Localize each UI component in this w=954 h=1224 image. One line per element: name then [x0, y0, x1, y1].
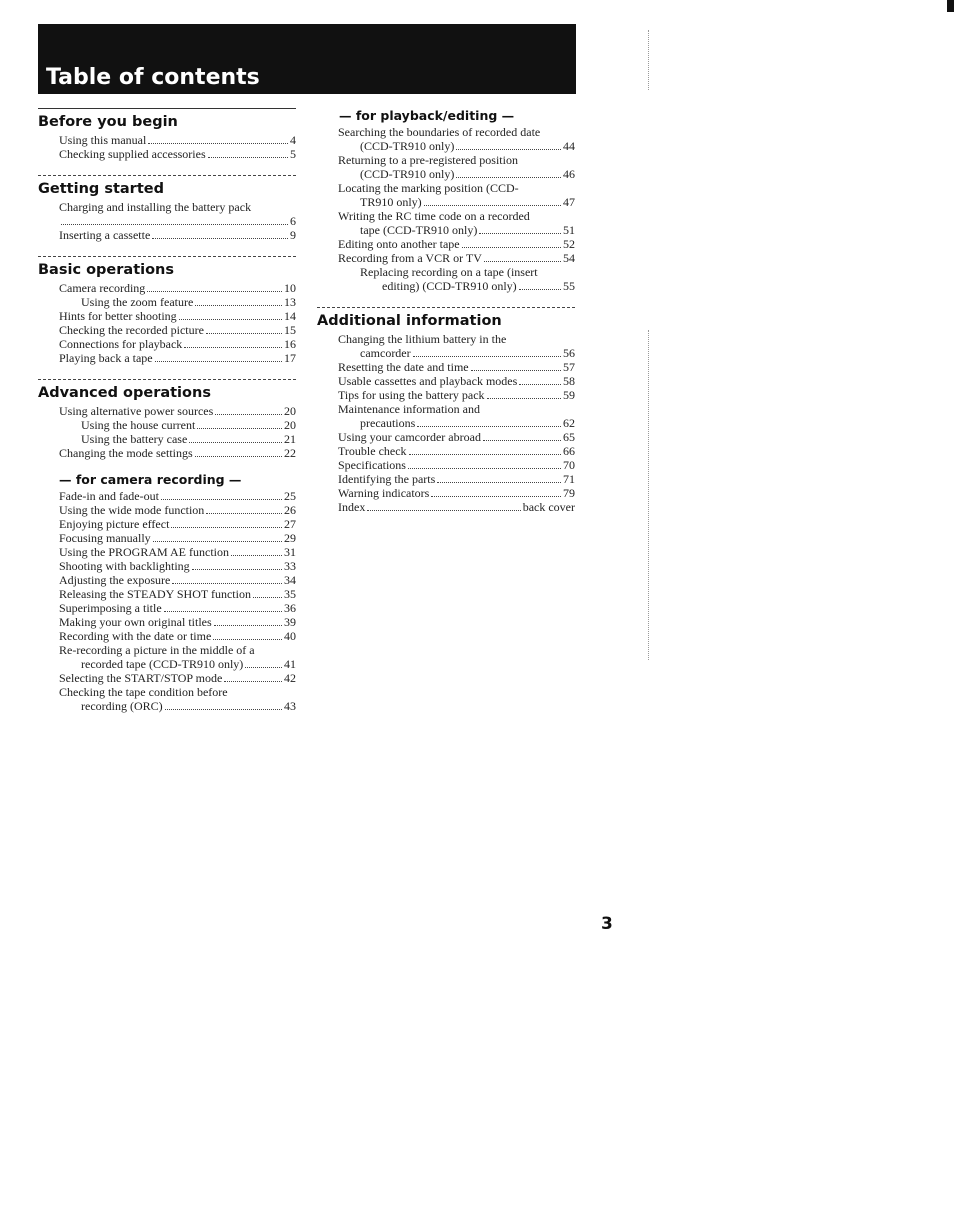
entry-title: Changing the lithium battery in the: [338, 332, 507, 346]
toc-entry[interactable]: [38, 531, 296, 545]
dot-leader: [195, 456, 282, 457]
entry-page: 35: [284, 587, 296, 601]
dot-leader: [408, 468, 561, 469]
toc-entry[interactable]: [38, 295, 296, 309]
dot-leader: [367, 510, 520, 511]
entry-title: Usable cassettes and playback modes: [338, 374, 518, 388]
entry-title: Enjoying picture effect: [59, 517, 170, 531]
entry-title: Index: [338, 500, 366, 514]
section-playback-editing: [317, 108, 575, 293]
section-heading: Additional information: [317, 313, 502, 329]
entry-title: Focusing manually: [59, 531, 151, 545]
entry-page: 36: [284, 601, 296, 615]
entry-title: Charging and installing the battery pack: [59, 200, 252, 214]
entry-title: Resetting the date and time: [338, 360, 469, 374]
entry-page: 46: [563, 167, 575, 181]
entry-title: Connections for playback: [59, 337, 183, 351]
subsection-heading: — for camera recording —: [59, 472, 242, 487]
entry-title: Checking supplied accessories: [59, 147, 206, 161]
entry-page: 40: [284, 629, 296, 643]
toc-entry[interactable]: [38, 629, 296, 643]
section-heading: Advanced operations: [38, 385, 211, 401]
page-edge-mark: [947, 0, 954, 12]
entry-title: Trouble check: [338, 444, 407, 458]
section-before-you-begin: [38, 108, 296, 161]
entry-title: Changing the mode settings: [59, 446, 193, 460]
entry-title-cont: recording (ORC): [81, 699, 163, 713]
dot-leader: [431, 496, 561, 497]
toc-entry[interactable]: [38, 503, 296, 517]
entry-page: 42: [284, 671, 296, 685]
toc-entry[interactable]: [38, 446, 296, 460]
entry-page: 55: [563, 279, 575, 293]
toc-entry[interactable]: [38, 601, 296, 615]
subsection-heading: — for playback/editing —: [339, 108, 515, 123]
entry-page: 52: [563, 237, 575, 251]
entry-page: 58: [563, 374, 575, 388]
entry-title: Re-recording a picture in the middle of a: [59, 643, 255, 657]
entry-page: 31: [284, 545, 296, 559]
toc-entry[interactable]: [38, 559, 296, 573]
entry-page: 17: [284, 351, 296, 365]
toc-entry[interactable]: [317, 402, 575, 430]
entry-title: Tips for using the battery pack: [338, 388, 485, 402]
entry-title-cont: camcorder: [360, 346, 411, 360]
entry-page: 25: [284, 489, 296, 503]
entry-page: 56: [563, 346, 575, 360]
entry-title: Editing onto another tape: [338, 237, 460, 251]
toc-entry[interactable]: [38, 615, 296, 629]
entry-page: 59: [563, 388, 575, 402]
dot-leader: [214, 625, 282, 626]
section-basic-operations: [38, 256, 296, 365]
entry-title: Inserting a cassette: [59, 228, 151, 242]
entry-page: 20: [284, 418, 296, 432]
dot-leader: [231, 555, 282, 556]
entry-title-cont: tape (CCD-TR910 only): [360, 223, 478, 237]
toc-entry[interactable]: [317, 153, 575, 181]
dot-leader: [519, 384, 561, 385]
dot-leader: [179, 319, 282, 320]
entry-title: Searching the boundaries of recorded date: [338, 125, 541, 139]
entry-page: 13: [284, 295, 296, 309]
dot-leader: [213, 639, 282, 640]
section-camera-recording: [38, 472, 296, 713]
title-banner: [38, 24, 576, 94]
entry-title: Locating the marking position (CCD-: [338, 181, 519, 195]
toc-entry[interactable]: [38, 337, 296, 351]
entry-title: Making your own original titles: [59, 615, 212, 629]
toc-entry[interactable]: [317, 430, 575, 444]
toc-entry[interactable]: [38, 685, 296, 713]
toc-entry[interactable]: [38, 432, 296, 446]
entry-title-cont: precautions: [360, 416, 416, 430]
entry-page: 70: [563, 458, 575, 472]
page-number: 3: [601, 914, 613, 934]
entry-title: Replacing recording on a tape (insert: [360, 265, 538, 279]
entry-title: Camera recording: [59, 281, 146, 295]
toc-entry[interactable]: [38, 671, 296, 685]
entry-page: 66: [563, 444, 575, 458]
entry-page: 15: [284, 323, 296, 337]
dot-leader: [165, 709, 282, 710]
toc-entry[interactable]: [38, 323, 296, 337]
entry-title: Returning to a pre-registered position: [338, 153, 518, 167]
entry-title: Fade-in and fade-out: [59, 489, 159, 503]
entry-title: Checking the recorded picture: [59, 323, 204, 337]
dot-leader: [484, 261, 561, 262]
entry-title-cont: (CCD-TR910 only): [360, 139, 455, 153]
dot-leader: [197, 428, 282, 429]
entry-title: Using the PROGRAM AE function: [59, 545, 230, 559]
entry-page: 47: [563, 195, 575, 209]
entry-page: 9: [290, 228, 296, 242]
toc-entry[interactable]: [317, 360, 575, 374]
toc-entry[interactable]: [38, 404, 296, 418]
toc-entry[interactable]: [317, 444, 575, 458]
toc-entry[interactable]: [317, 374, 575, 388]
dot-leader: [462, 247, 561, 248]
section-heading: Before you begin: [38, 114, 178, 130]
toc-entry[interactable]: [38, 573, 296, 587]
toc-entry[interactable]: [38, 228, 296, 242]
dot-leader: [413, 356, 561, 357]
margin-scan-line: [648, 30, 650, 90]
entry-page: 16: [284, 337, 296, 351]
section-rule: [38, 108, 296, 109]
toc-entry[interactable]: [38, 643, 296, 671]
entry-title: Recording from a VCR or TV: [338, 251, 482, 265]
dot-leader: [224, 681, 282, 682]
dot-leader: [61, 224, 288, 225]
toc-entry[interactable]: [38, 133, 296, 147]
entry-page: 22: [284, 446, 296, 460]
entry-title: Hints for better shooting: [59, 309, 177, 323]
toc-entry[interactable]: [317, 332, 575, 360]
margin-scan-line: [648, 330, 650, 660]
entry-title: Using the battery case: [81, 432, 188, 446]
dot-leader: [161, 499, 282, 500]
entry-title: Adjusting the exposure: [59, 573, 171, 587]
section-rule: [38, 175, 296, 176]
entry-title: Selecting the START/STOP mode: [59, 671, 223, 685]
dot-leader: [215, 414, 282, 415]
toc-entry[interactable]: [317, 237, 575, 251]
entry-title: Specifications: [338, 458, 406, 472]
dot-leader: [155, 361, 282, 362]
entry-title: Using alternative power sources: [59, 404, 214, 418]
dot-leader: [424, 205, 561, 206]
entry-page: 39: [284, 615, 296, 629]
dot-leader: [171, 527, 282, 528]
entry-page: 57: [563, 360, 575, 374]
toc-entry[interactable]: [317, 500, 575, 514]
dot-leader: [519, 289, 561, 290]
dot-leader: [456, 177, 561, 178]
toc-entry[interactable]: [38, 545, 296, 559]
dot-leader: [206, 513, 282, 514]
entry-title: Identifying the parts: [338, 472, 436, 486]
dot-leader: [245, 667, 282, 668]
toc-entry[interactable]: [38, 418, 296, 432]
toc-entry[interactable]: [38, 281, 296, 295]
entry-page: 41: [284, 657, 296, 671]
entry-title: Releasing the STEADY SHOT function: [59, 587, 251, 601]
entry-title: Using this manual: [59, 133, 147, 147]
dot-leader: [208, 157, 288, 158]
entry-title: Using the wide mode function: [59, 503, 205, 517]
toc-entry[interactable]: [38, 351, 296, 365]
dot-leader: [164, 611, 282, 612]
toc-entry[interactable]: [38, 517, 296, 531]
toc-entry[interactable]: [317, 181, 575, 209]
entry-page: 43: [284, 699, 296, 713]
entry-page: 5: [290, 147, 296, 161]
section-rule: [38, 256, 296, 257]
entry-page: 65: [563, 430, 575, 444]
section-heading: Basic operations: [38, 262, 175, 278]
dot-leader: [152, 238, 288, 239]
toc-entry[interactable]: [317, 486, 575, 500]
toc-entry[interactable]: [317, 125, 575, 153]
entry-page: 33: [284, 559, 296, 573]
toc-entry[interactable]: [317, 472, 575, 486]
entry-title: Superimposing a title: [59, 601, 162, 615]
dot-leader: [189, 442, 282, 443]
dot-leader: [172, 583, 282, 584]
toc-entry[interactable]: [38, 587, 296, 601]
section-heading: Getting started: [38, 181, 164, 197]
entry-page: 6: [290, 214, 296, 228]
entry-page: 51: [563, 223, 575, 237]
entry-page: 79: [563, 486, 575, 500]
dot-leader: [479, 233, 561, 234]
entry-page: 21: [284, 432, 296, 446]
dot-leader: [471, 370, 561, 371]
dot-leader: [147, 291, 282, 292]
dot-leader: [192, 569, 282, 570]
section-additional-information: [317, 307, 575, 514]
entry-title: Using your camcorder abroad: [338, 430, 481, 444]
toc-entry[interactable]: [317, 209, 575, 237]
entry-title: Checking the tape condition before: [59, 685, 228, 699]
entry-page: 4: [290, 133, 296, 147]
entry-title-cont: (CCD-TR910 only): [360, 167, 455, 181]
toc-entry[interactable]: [317, 265, 575, 293]
entry-page: 29: [284, 531, 296, 545]
entry-page: 71: [563, 472, 575, 486]
dot-leader: [148, 143, 288, 144]
entry-page: 20: [284, 404, 296, 418]
entry-title: Warning indicators: [338, 486, 430, 500]
dot-leader: [487, 398, 561, 399]
toc-entry[interactable]: [38, 309, 296, 323]
section-rule: [38, 379, 296, 380]
entry-title: Recording with the date or time: [59, 629, 212, 643]
toc-left-column: [38, 108, 296, 713]
section-getting-started: [38, 175, 296, 242]
entry-page: back cover: [522, 500, 575, 514]
entry-title-cont: editing) (CCD-TR910 only): [382, 279, 517, 293]
dot-leader: [417, 426, 561, 427]
dot-leader: [483, 440, 561, 441]
dot-leader: [195, 305, 282, 306]
section-rule: [317, 307, 575, 308]
toc-right-column: [317, 108, 575, 514]
entry-title: Maintenance information and: [338, 402, 480, 416]
entry-page: 34: [284, 573, 296, 587]
dot-leader: [437, 482, 561, 483]
entry-title: Using the house current: [81, 418, 196, 432]
dot-leader: [153, 541, 282, 542]
entry-page: 44: [563, 139, 575, 153]
dot-leader: [409, 454, 561, 455]
toc-entry[interactable]: [38, 147, 296, 161]
dot-leader: [184, 347, 282, 348]
dot-leader: [253, 597, 282, 598]
entry-page: 26: [284, 503, 296, 517]
entry-title: Shooting with backlighting: [59, 559, 190, 573]
entry-title: Using the zoom feature: [81, 295, 194, 309]
dot-leader: [206, 333, 282, 334]
toc-entry[interactable]: [317, 388, 575, 402]
entry-page: 27: [284, 517, 296, 531]
entry-title-cont: recorded tape (CCD-TR910 only): [81, 657, 244, 671]
entry-page: 10: [284, 281, 296, 295]
entry-title: Writing the RC time code on a recorded: [338, 209, 530, 223]
entry-page: 54: [563, 251, 575, 265]
dot-leader: [456, 149, 561, 150]
entry-page: 14: [284, 309, 296, 323]
toc-entry[interactable]: [38, 489, 296, 503]
toc-entry[interactable]: [317, 458, 575, 472]
entry-title-cont: TR910 only): [360, 195, 422, 209]
toc-entry[interactable]: [317, 251, 575, 265]
page-title: Table of contents: [46, 65, 260, 90]
entry-title: Playing back a tape: [59, 351, 153, 365]
toc-entry[interactable]: [38, 200, 296, 228]
entry-page: 62: [563, 416, 575, 430]
section-advanced-operations: [38, 379, 296, 460]
